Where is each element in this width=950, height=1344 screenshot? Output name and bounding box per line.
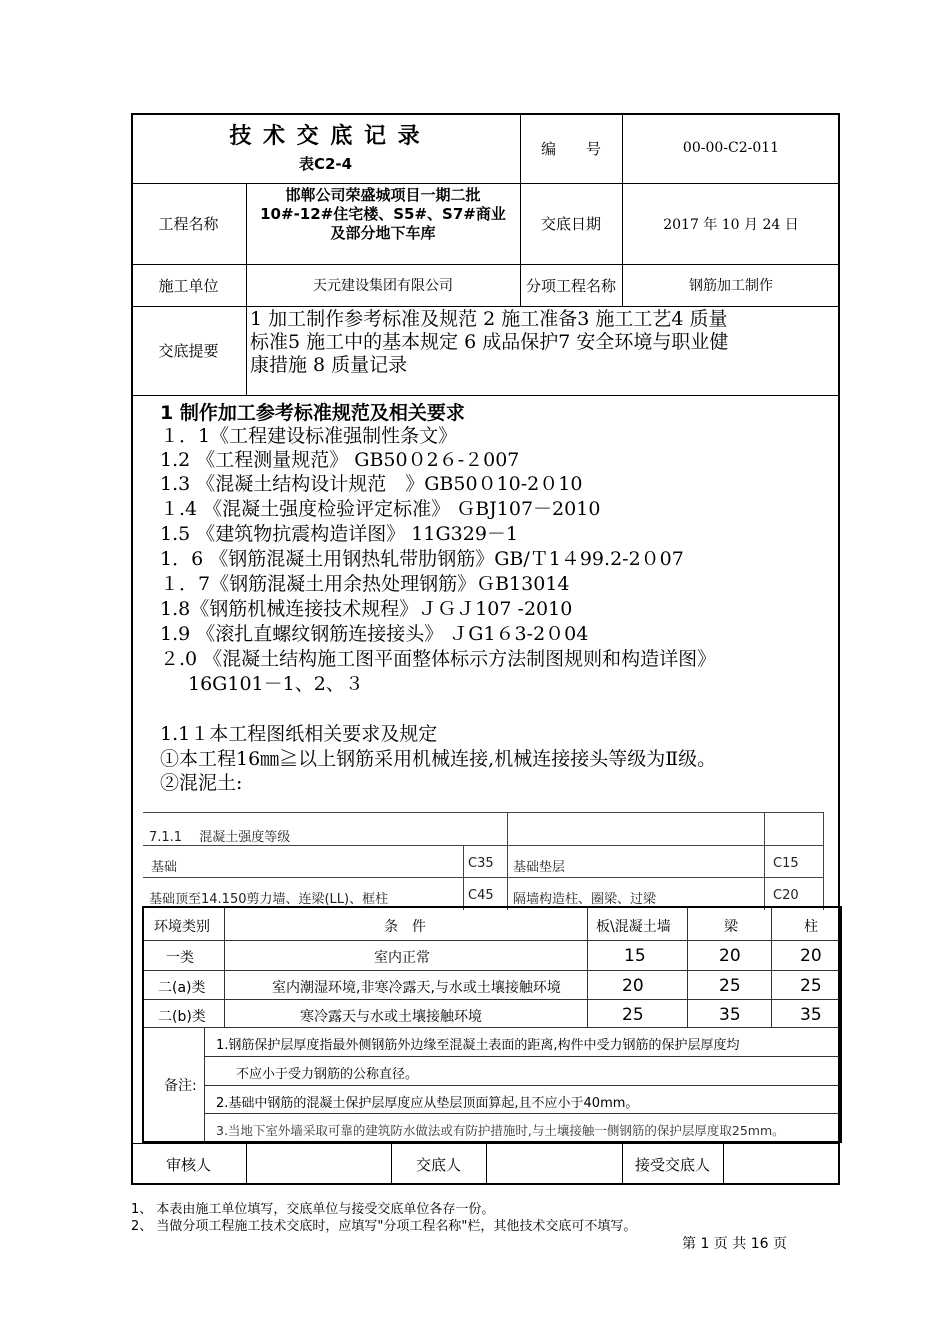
concrete-table-title: 7.1.1 混凝土强度等级 — [149, 830, 291, 845]
standard-line: 1.5 《建筑物抗震构造详图》 11G329－1 — [160, 523, 519, 545]
env-condition: 寒冷露天与水或土壤接触环境 — [300, 1009, 482, 1025]
standard-line: 1．6 《钢筋混凝土用钢热轧带肋钢筋》GB/Ｔ1４99.2-2０07 — [160, 548, 684, 570]
requirement-line: ②混泥土: — [160, 772, 243, 794]
summary-label: 交底提要 — [158, 342, 219, 360]
reviewer-label: 审核人 — [165, 1155, 211, 1174]
note-line: 2.基础中钢筋的混凝土保护层厚度应从垫层顶面算起,且不应小于40mm。 — [216, 1096, 639, 1111]
grid-line — [143, 845, 824, 846]
grid-line — [507, 812, 508, 910]
grid-line — [823, 812, 824, 910]
env-condition: 室内正常 — [374, 950, 430, 966]
note-line: 不应小于受力钢筋的公称直径。 — [236, 1067, 419, 1082]
grid-line — [246, 1143, 247, 1185]
grid-line — [144, 999, 839, 1000]
grid-line — [204, 1085, 839, 1086]
grid-line — [143, 812, 824, 813]
discloser-label: 交底人 — [415, 1155, 461, 1174]
code-label: 编 号 — [540, 139, 601, 158]
env-class: 二(b)类 — [158, 1009, 206, 1025]
date-label: 交底日期 — [540, 215, 601, 233]
grid-line — [486, 1143, 487, 1185]
grid-line — [143, 877, 824, 878]
standard-line: 1.9 《滚扎直螺纹钢筋连接接头》 ＪG1６3-2０04 — [160, 623, 589, 645]
header-beam: 梁 — [724, 919, 738, 935]
cover-column: 20 — [800, 946, 822, 966]
grid-line — [587, 908, 588, 1027]
summary-line: 标准5 施工中的基本规定 6 成品保护7 安全环境与职业健 — [250, 331, 729, 353]
cover-column: 35 — [800, 1005, 822, 1025]
summary-line: 康措施 8 质量记录 — [250, 354, 408, 376]
cover-beam: 25 — [719, 976, 741, 996]
footnote: 1、 本表由施工单位填写，交底单位与接受交底单位各存一份。 — [131, 1202, 495, 1217]
cover-slab: 25 — [622, 1005, 644, 1025]
sub-project-value: 钢筋加工制作 — [689, 278, 773, 294]
document-title: 技 术 交 底 记 录 — [229, 123, 422, 149]
grid-line — [764, 812, 765, 910]
cover-column: 25 — [800, 976, 822, 996]
header-condition: 条 件 — [384, 919, 426, 935]
concrete-grade: C45 — [468, 888, 494, 903]
requirement-line: ①本工程16㎜≧以上钢筋采用机械连接,机械连接接头等级为Ⅱ级。 — [160, 748, 717, 770]
grid-line — [144, 1027, 839, 1028]
sub-project-label: 分项工程名称 — [525, 276, 616, 295]
project-name-value — [246, 186, 520, 243]
requirement-line: 1.1１本工程图纸相关要求及规定 — [160, 723, 438, 745]
grid-line — [204, 1113, 839, 1114]
grid-line — [204, 1027, 205, 1141]
note-line: 3.当地下室外墙采取可靠的建筑防水做法或有防护措施时,与土壤接触一侧钢筋的保护层厚度取25mm。 — [216, 1123, 785, 1138]
grid-line — [463, 845, 464, 910]
project-name-line: 10#-12#住宅楼、S5#、S7#商业 — [260, 205, 506, 223]
standard-line: ２.0 《混凝土结构施工图平面整体标示方法制图规则和构造详图》 — [160, 648, 717, 670]
standard-line: １.4 《混凝土强度检验评定标准》 ＧBJ107－2010 — [160, 498, 601, 520]
concrete-cell: 隔墙构造柱、圈梁、过梁 — [513, 892, 657, 907]
grid-line — [144, 970, 839, 971]
concrete-cell: 基础顶至14.150剪力墙、连梁(LL)、框柱 — [149, 892, 389, 907]
cover-beam: 20 — [719, 946, 741, 966]
section-title: 1 制作加工参考标准规范及相关要求 — [160, 402, 465, 424]
concrete-cell: 基础垫层 — [513, 860, 566, 875]
footnote: 2、 当做分项工程施工技术交底时，应填写"分项工程名称"栏，其他技术交底可不填写。 — [131, 1219, 637, 1234]
env-condition: 室内潮湿环境,非寒冷露天,与水或土壤接触环境 — [272, 980, 561, 996]
concrete-cell: 基础 — [151, 860, 178, 875]
env-class: 一类 — [166, 950, 194, 966]
unit-label: 施工单位 — [158, 276, 219, 295]
receiver-label: 接受交底人 — [634, 1155, 710, 1174]
cover-slab: 15 — [624, 946, 646, 966]
cover-thickness-table — [142, 906, 842, 1143]
standard-line: 16G101－1、2、３ — [188, 673, 364, 695]
concrete-grade: C15 — [773, 856, 799, 871]
concrete-grade-table — [143, 808, 824, 910]
summary-text — [250, 308, 838, 377]
page-number: 第 1 页 共 16 页 — [682, 1236, 787, 1252]
standard-line: １．7《钢筋混凝土用余热处理钢筋》ＧB13014 — [160, 573, 570, 595]
project-name-label: 工程名称 — [158, 215, 219, 233]
header-slab-wall: 板\混凝土墙 — [596, 919, 671, 935]
unit-value: 天元建设集团有限公司 — [313, 278, 453, 294]
code-value: 00-00-C2-011 — [682, 140, 780, 156]
grid-line — [144, 940, 839, 941]
env-class: 二(a)类 — [158, 980, 206, 996]
concrete-grade: C35 — [468, 856, 494, 871]
form-number: 表C2-4 — [298, 154, 353, 173]
grid-line — [204, 1056, 839, 1057]
header-column: 柱 — [804, 919, 818, 935]
date-value: 2017 年 10 月 24 日 — [663, 216, 799, 233]
grid-line — [723, 1143, 724, 1185]
concrete-grade: C20 — [773, 888, 799, 903]
note-label: 备注: — [164, 1078, 197, 1094]
grid-line — [771, 908, 772, 1027]
grid-line — [131, 395, 840, 396]
standard-line: 1.8《钢筋机械连接技术规程》ＪＧＪ107 -2010 — [160, 598, 573, 620]
cover-slab: 20 — [622, 976, 644, 996]
standard-line: 1.3 《混凝土结构设计规范 》GB50０10-2０10 — [160, 473, 583, 495]
standard-line: １．1《工程建设标准强制性条文》 — [160, 425, 458, 447]
grid-line — [687, 908, 688, 1027]
standard-line: 1.2 《工程测量规范》 GB50０2６-２007 — [160, 449, 520, 471]
project-name-line: 及部分地下车库 — [330, 224, 436, 242]
note-line: 1.钢筋保护层厚度指最外侧钢筋外边缘至混凝土表面的距离,构件中受力钢筋的保护层厚度均 — [216, 1038, 740, 1053]
grid-line — [224, 908, 225, 1027]
header-env-class: 环境类别 — [154, 919, 210, 935]
project-name-line: 邯郸公司荣盛城项目一期二批 — [285, 186, 481, 204]
summary-line: 1 加工制作参考标准及规范 2 施工准备3 施工工艺4 质量 — [250, 308, 728, 330]
cover-beam: 35 — [719, 1005, 741, 1025]
